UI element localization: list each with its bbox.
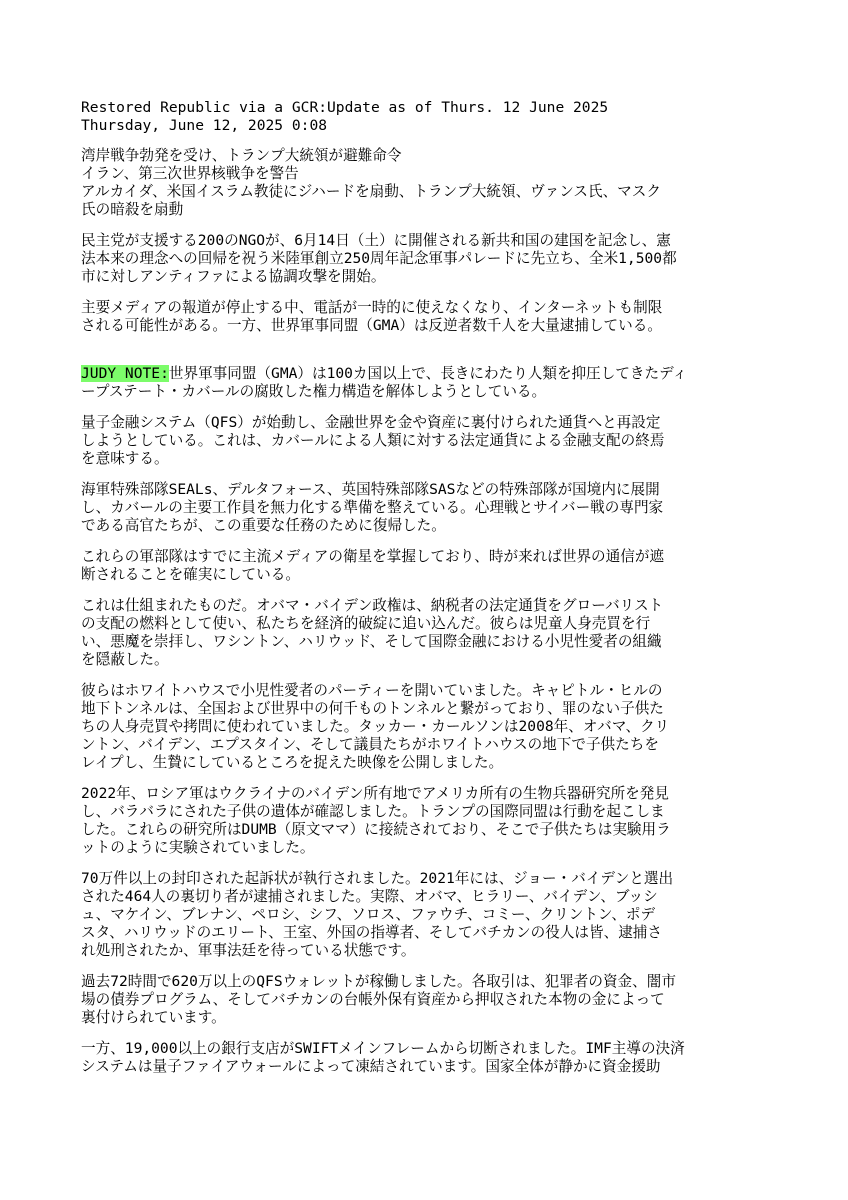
paragraph-line: 主要メディアの報道が停止する中、電話が一時的に使えなくなり、インターネットも制限 bbox=[81, 299, 663, 316]
paragraph-line: 70万件以上の封印された起訴状が執行されました。2021年には、ジョー・バイデンと選出 bbox=[81, 870, 674, 887]
paragraph-judy-note bbox=[81, 365, 771, 401]
paragraph-2022-ukraine bbox=[81, 785, 771, 857]
paragraph-line: し、カバールの主要工作員を無力化する準備を整えている。心理戦とサイバー戦の専門家 bbox=[81, 499, 664, 516]
paragraph-gap bbox=[81, 135, 771, 147]
paragraph-line: 量子金融システム（QFS）が始動し、金融世界を金や資産に裏付けられた通貨へと再設定 bbox=[81, 414, 661, 431]
paragraph-qfs bbox=[81, 414, 771, 468]
paragraph-line: を意味する。 bbox=[81, 450, 169, 467]
paragraph-line: 法本来の理念への回帰を祝う米陸軍創立250周年記念軍事パレードに先立ち、全米1,500都 bbox=[81, 250, 677, 267]
paragraph-ngo-attacks bbox=[81, 232, 771, 286]
paragraph-line: した。これらの研究所はDUMB（原文ママ）に接続されており、そこで子供たちは実験用ラ bbox=[81, 821, 671, 838]
paragraph-gap bbox=[81, 468, 771, 481]
paragraph-line: 彼らはホワイトハウスで小児性愛者のパーティーを開いていました。キャピトル・ヒルの bbox=[81, 682, 663, 699]
paragraph-gap bbox=[81, 1027, 771, 1040]
paragraph-line: システムは量子ファイアウォールによって凍結されています。国家全体が静かに資金援助 bbox=[81, 1058, 661, 1075]
paragraph-line: 市に対しアンティファによる協調攻撃を開始。 bbox=[81, 268, 386, 285]
document-page bbox=[81, 99, 771, 1076]
paragraph-gap bbox=[81, 669, 771, 682]
paragraph-line: の支配の燃料として使い、私たちを経済的破綻に追い込んだ。彼らは児童人身売買を行 bbox=[81, 615, 651, 632]
paragraph-line: これらの軍部隊はすでに主流メディアの衛星を掌握しており、時が来れば世界の通信が遮 bbox=[81, 548, 665, 565]
paragraph-line: レイプし、生贄にしているところを捉えた映像を公開しました。 bbox=[81, 754, 504, 771]
paragraph-gap bbox=[81, 219, 771, 232]
paragraph-gap bbox=[81, 286, 771, 299]
paragraph-line: を隠蔽した。 bbox=[81, 651, 169, 668]
paragraph-indictments bbox=[81, 870, 771, 960]
paragraph-line: しようとしている。これは、カバールによる人類に対する法定通貨による金融支配の終焉 bbox=[81, 432, 665, 449]
headline-line: イラン、第三次世界核戦争を警告 bbox=[81, 165, 299, 182]
paragraph-swift bbox=[81, 1040, 771, 1076]
paragraph-white-house bbox=[81, 682, 771, 772]
paragraph-line: し、バラバラにされた子供の遺体が確認しました。トランプの国際同盟は行動を起こしま bbox=[81, 803, 665, 820]
paragraph-line: である高官たちが、この重要な任務のために復帰した。 bbox=[81, 517, 446, 534]
paragraph-line: ントン、バイデン、エプスタイン、そして議員たちがホワイトハウスの地下で子供たちを bbox=[81, 736, 659, 753]
paragraph-line: 地下トンネルは、全国および世界中の何千ものトンネルと繋がっており、罪のない子供た bbox=[81, 700, 664, 717]
paragraph-gap bbox=[81, 335, 771, 365]
paragraph-line: 断されることを確実にしている。 bbox=[81, 566, 300, 583]
paragraph-line: 場の債券プログラム、そしてバチカンの台帳外保有資産から押収された本物の金によって bbox=[81, 991, 665, 1008]
paragraph-line: 海軍特殊部隊SEALs、デルタフォース、英国特殊部隊SASなどの特殊部隊が国境内に展開 bbox=[81, 481, 660, 498]
headline-line: アルカイダ、米国イスラム教徒にジハードを扇動、トランプ大統領、ヴァンス氏、マスク bbox=[81, 183, 661, 200]
headline-line: 氏の暗殺を扇動 bbox=[81, 201, 184, 218]
paragraph-line bbox=[81, 365, 771, 383]
paragraph-line: ュ、マケイン、ブレナン、ペロシ、シフ、ソロス、ファウチ、コミー、クリントン、ポデ bbox=[81, 906, 656, 923]
paragraph-line: 裏付けられています。 bbox=[81, 1009, 226, 1026]
paragraph-gap bbox=[81, 772, 771, 785]
paragraph-line: される可能性がある。一方、世界軍事同盟（GMA）は反逆者数千人を大量逮捕している。 bbox=[81, 317, 662, 334]
paragraph-line: い、悪魔を崇拝し、ワシントン、ハリウッド、そして国際金融における小児性愛者の組織 bbox=[81, 633, 662, 650]
document-title: Restored Republic via a GCR:Update as of Thurs. 12 June 2025 bbox=[81, 99, 609, 116]
paragraph-line: 民主党が支援する200のNGOが、6月14日（土）に開催される新共和国の建国を記念し、憲 bbox=[81, 232, 671, 249]
paragraph-line: スタ、ハリウッドのエリート、王室、外国の指導者、そしてバチカンの役人は皆、逮捕さ bbox=[81, 924, 662, 941]
judy-note-text: 世界軍事同盟（GMA）は100カ国以上で、長きにわたり人類を抑圧してきたディ bbox=[168, 365, 688, 382]
paragraph-gap bbox=[81, 401, 771, 414]
paragraph-line: ちの人身売買や拷問に使われていました。タッカー・カールソンは2008年、オバマ、クリ bbox=[81, 718, 670, 735]
paragraph-qfs-wallets bbox=[81, 973, 771, 1027]
paragraph-gap bbox=[81, 857, 771, 870]
paragraph-line: れ処刑されたか、軍事法廷を待っている状態です。 bbox=[81, 942, 416, 959]
headlines-block bbox=[81, 147, 771, 219]
paragraph-media-blackout bbox=[81, 299, 771, 335]
paragraph-special-forces bbox=[81, 481, 771, 535]
document-date: Thursday, June 12, 2025 0:08 bbox=[81, 117, 328, 134]
paragraph-line: 過去72時間で620万以上のQFSウォレットが稼働しました。各取引は、犯罪者の資金、闇市 bbox=[81, 973, 676, 990]
paragraph-line: ットのように実験されていました。 bbox=[81, 839, 315, 856]
paragraph-line: 2022年、ロシア軍はウクライナのバイデン所有地でアメリカ所有の生物兵器研究所を発見 bbox=[81, 785, 669, 802]
paragraph-line: これは仕組まれたものだ。オバマ・バイデン政権は、納税者の法定通貨をグローバリスト bbox=[81, 597, 664, 614]
paragraph-line: ープステート・カバールの腐敗した権力構造を解体しようとしている。 bbox=[81, 383, 547, 400]
paragraph-gap bbox=[81, 584, 771, 597]
headline-line: 湾岸戦争勃発を受け、トランプ大統領が避難命令 bbox=[81, 147, 402, 164]
paragraph-gap bbox=[81, 960, 771, 973]
paragraph-line: された464人の裏切り者が逮捕されました。実際、オバマ、ヒラリー、バイデン、ブッシ bbox=[81, 888, 658, 905]
paragraph-line: 一方、19,000以上の銀行支店がSWIFTメインフレームから切断されました。IMF主導の決済 bbox=[81, 1040, 685, 1057]
paragraph-satellites bbox=[81, 548, 771, 584]
paragraph-setup bbox=[81, 597, 771, 669]
judy-note-label: JUDY NOTE: bbox=[81, 365, 169, 382]
paragraph-gap bbox=[81, 535, 771, 548]
